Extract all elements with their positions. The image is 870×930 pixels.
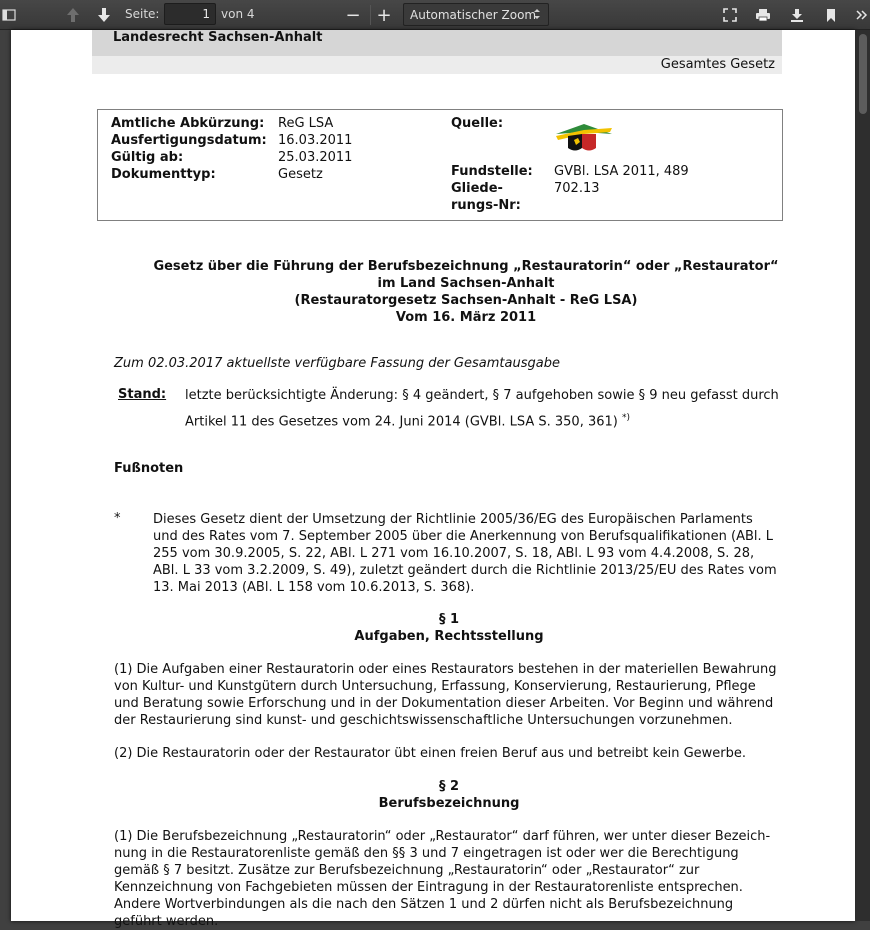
toolbar-divider — [370, 5, 371, 25]
arrow-down-icon[interactable] — [92, 3, 116, 27]
stand-text — [185, 385, 795, 433]
abk-value: ReG LSA — [278, 116, 334, 131]
typ-label: Dokumenttyp: — [111, 167, 216, 182]
header-subtitle: Gesamtes Gesetz — [660, 57, 775, 72]
scrollbar-thumb[interactable] — [859, 34, 867, 114]
page-number-input[interactable] — [164, 3, 216, 25]
gueltig-label: Gültig ab: — [111, 150, 184, 165]
print-icon[interactable] — [751, 3, 775, 27]
footnote-marker: * — [114, 511, 121, 526]
zoom-select-value: Automatischer Zoom — [410, 8, 537, 22]
footnotes-heading: Fußnoten — [114, 461, 184, 476]
header-sub-band — [92, 56, 782, 74]
section-2-number: § 2 — [438, 779, 460, 794]
pdf-toolbar — [0, 0, 870, 30]
metadata-box — [97, 109, 783, 221]
fund-value: GVBl. LSA 2011, 489 — [554, 164, 689, 179]
glied-label-line2: rungs-Nr: — [451, 198, 521, 213]
footnote-text: Dieses Gesetz dient der Umsetzung der Richtlinie 2005/36/EG des Europäischen Parlaments und des Rates vom 7. September 2005 über die Anerkennung von Berufsqualifikationen (ABl. L 255 vom 30.9.2005, S. 22, ABl. L 271 vom 16.10.2007, S. 18, ABl. L 93 vom 4.4.2008, S. 28, ABl. L 33 vom 3.2.2009, S. 49), zuletzt geändert durch die Richtlinie 2013/25/EU des Rates vom 13. Mai 2013 (ABl. L 158 vom 10.6.2013, S. 368). — [153, 512, 777, 595]
section-1-paragraph-2: (2) Die Restauratorin oder der Restaurator übt einen freien Beruf aus und betreibt kein Gewerbe. — [114, 746, 746, 761]
title-line-1: Gesetz über die Führung der Berufsbezeichnung „Restauratorin“ oder „Restaurator“ — [153, 259, 779, 274]
ausf-value: 16.03.2011 — [278, 133, 353, 148]
document-title — [131, 258, 801, 326]
header-band — [92, 30, 782, 56]
fund-label: Fundstelle: — [451, 164, 533, 179]
pdf-page — [11, 30, 855, 929]
stand-footnote-ref[interactable]: *) — [622, 413, 631, 423]
title-line-3: (Restauratorgesetz Sachsen-Anhalt - ReG LSA) — [294, 293, 638, 308]
ausf-label: Ausfertigungsdatum: — [111, 133, 267, 148]
gueltig-value: 25.03.2011 — [278, 150, 353, 165]
sachsen-anhalt-crest-logo — [554, 120, 614, 154]
section-2-title: Berufsbezeichnung — [378, 796, 520, 811]
download-icon[interactable] — [785, 3, 809, 27]
version-note: Zum 02.03.2017 aktuellste verfügbare Fassung der Gesamtausgabe — [114, 356, 560, 371]
zoom-select[interactable] — [403, 3, 549, 26]
title-line-2: im Land Sachsen-Anhalt — [377, 276, 555, 291]
section-1-paragraph-1: (1) Die Aufgaben einer Restauratorin oder eines Restaurators bestehen in der materiellen Bewahrung von Kultur- und Kunstgütern durch Untersuchung, Erfassung, Konservierung, Restaurierung, Pflege und Beratung sowie Erforschung und in der Dokumentation dieser Arbeiten. Vor Beginn und während der Restaurierung sind kunst- und geschichtswissenschaftliche Untersuchungen vorzunehmen. — [114, 662, 777, 728]
section-1-number: § 1 — [438, 612, 460, 627]
fullscreen-icon[interactable] — [718, 3, 742, 27]
vertical-scrollbar[interactable] — [856, 30, 870, 921]
zoom-out-button[interactable]: − — [345, 4, 361, 26]
sidebar-toggle-icon[interactable] — [0, 3, 18, 27]
page-count-label: von 4 — [221, 7, 255, 21]
glied-label-line1: Gliede- — [451, 181, 503, 196]
section-2-paragraph-1: (1) Die Berufsbezeichnung „Restauratorin“ oder „Restaurator“ darf führen, wer unter dieser Bezeich-nung in die Restauratorenliste gemäß den §§ 3 und 7 eingetragen ist oder wer die Berechtigung gemäß § 7 besitzt. Zusätze zur Berufsbezeichnung „Restauratorin“ oder „Restaurator“ zur Kennzeichnung von Fachgebieten müssen der Eintragung in der Restauratorenliste entsprechen. Andere Wortverbindungen als die nach den Sätzen 1 und 2 dürfen nicht als Berufsbezeichnung geführt werden. — [114, 829, 771, 929]
glied-value: 702.13 — [554, 181, 600, 196]
zoom-in-button[interactable]: + — [376, 4, 392, 26]
arrow-up-icon[interactable] — [61, 3, 85, 27]
page-label: Seite: — [125, 7, 160, 21]
stand-label: Stand: — [118, 387, 167, 402]
section-1-title: Aufgaben, Rechtsstellung — [354, 629, 544, 644]
title-line-4: Vom 16. März 2011 — [395, 310, 537, 325]
quelle-label: Quelle: — [451, 116, 504, 131]
chevron-updown-icon — [533, 7, 541, 24]
abk-label: Amtliche Abkürzung: — [111, 116, 265, 131]
stand-body: letzte berücksichtigte Änderung: § 4 geändert, § 7 aufgehoben sowie § 9 neu gefasst durch Artikel 11 des Gesetzes vom 24. Juni 2014 (GVBl. LSA S. 350, 361) — [185, 388, 779, 430]
header-title: Landesrecht Sachsen-Anhalt — [113, 30, 323, 45]
more-icon[interactable] — [852, 3, 870, 27]
typ-value: Gesetz — [278, 167, 323, 182]
bookmark-icon[interactable] — [819, 3, 843, 27]
